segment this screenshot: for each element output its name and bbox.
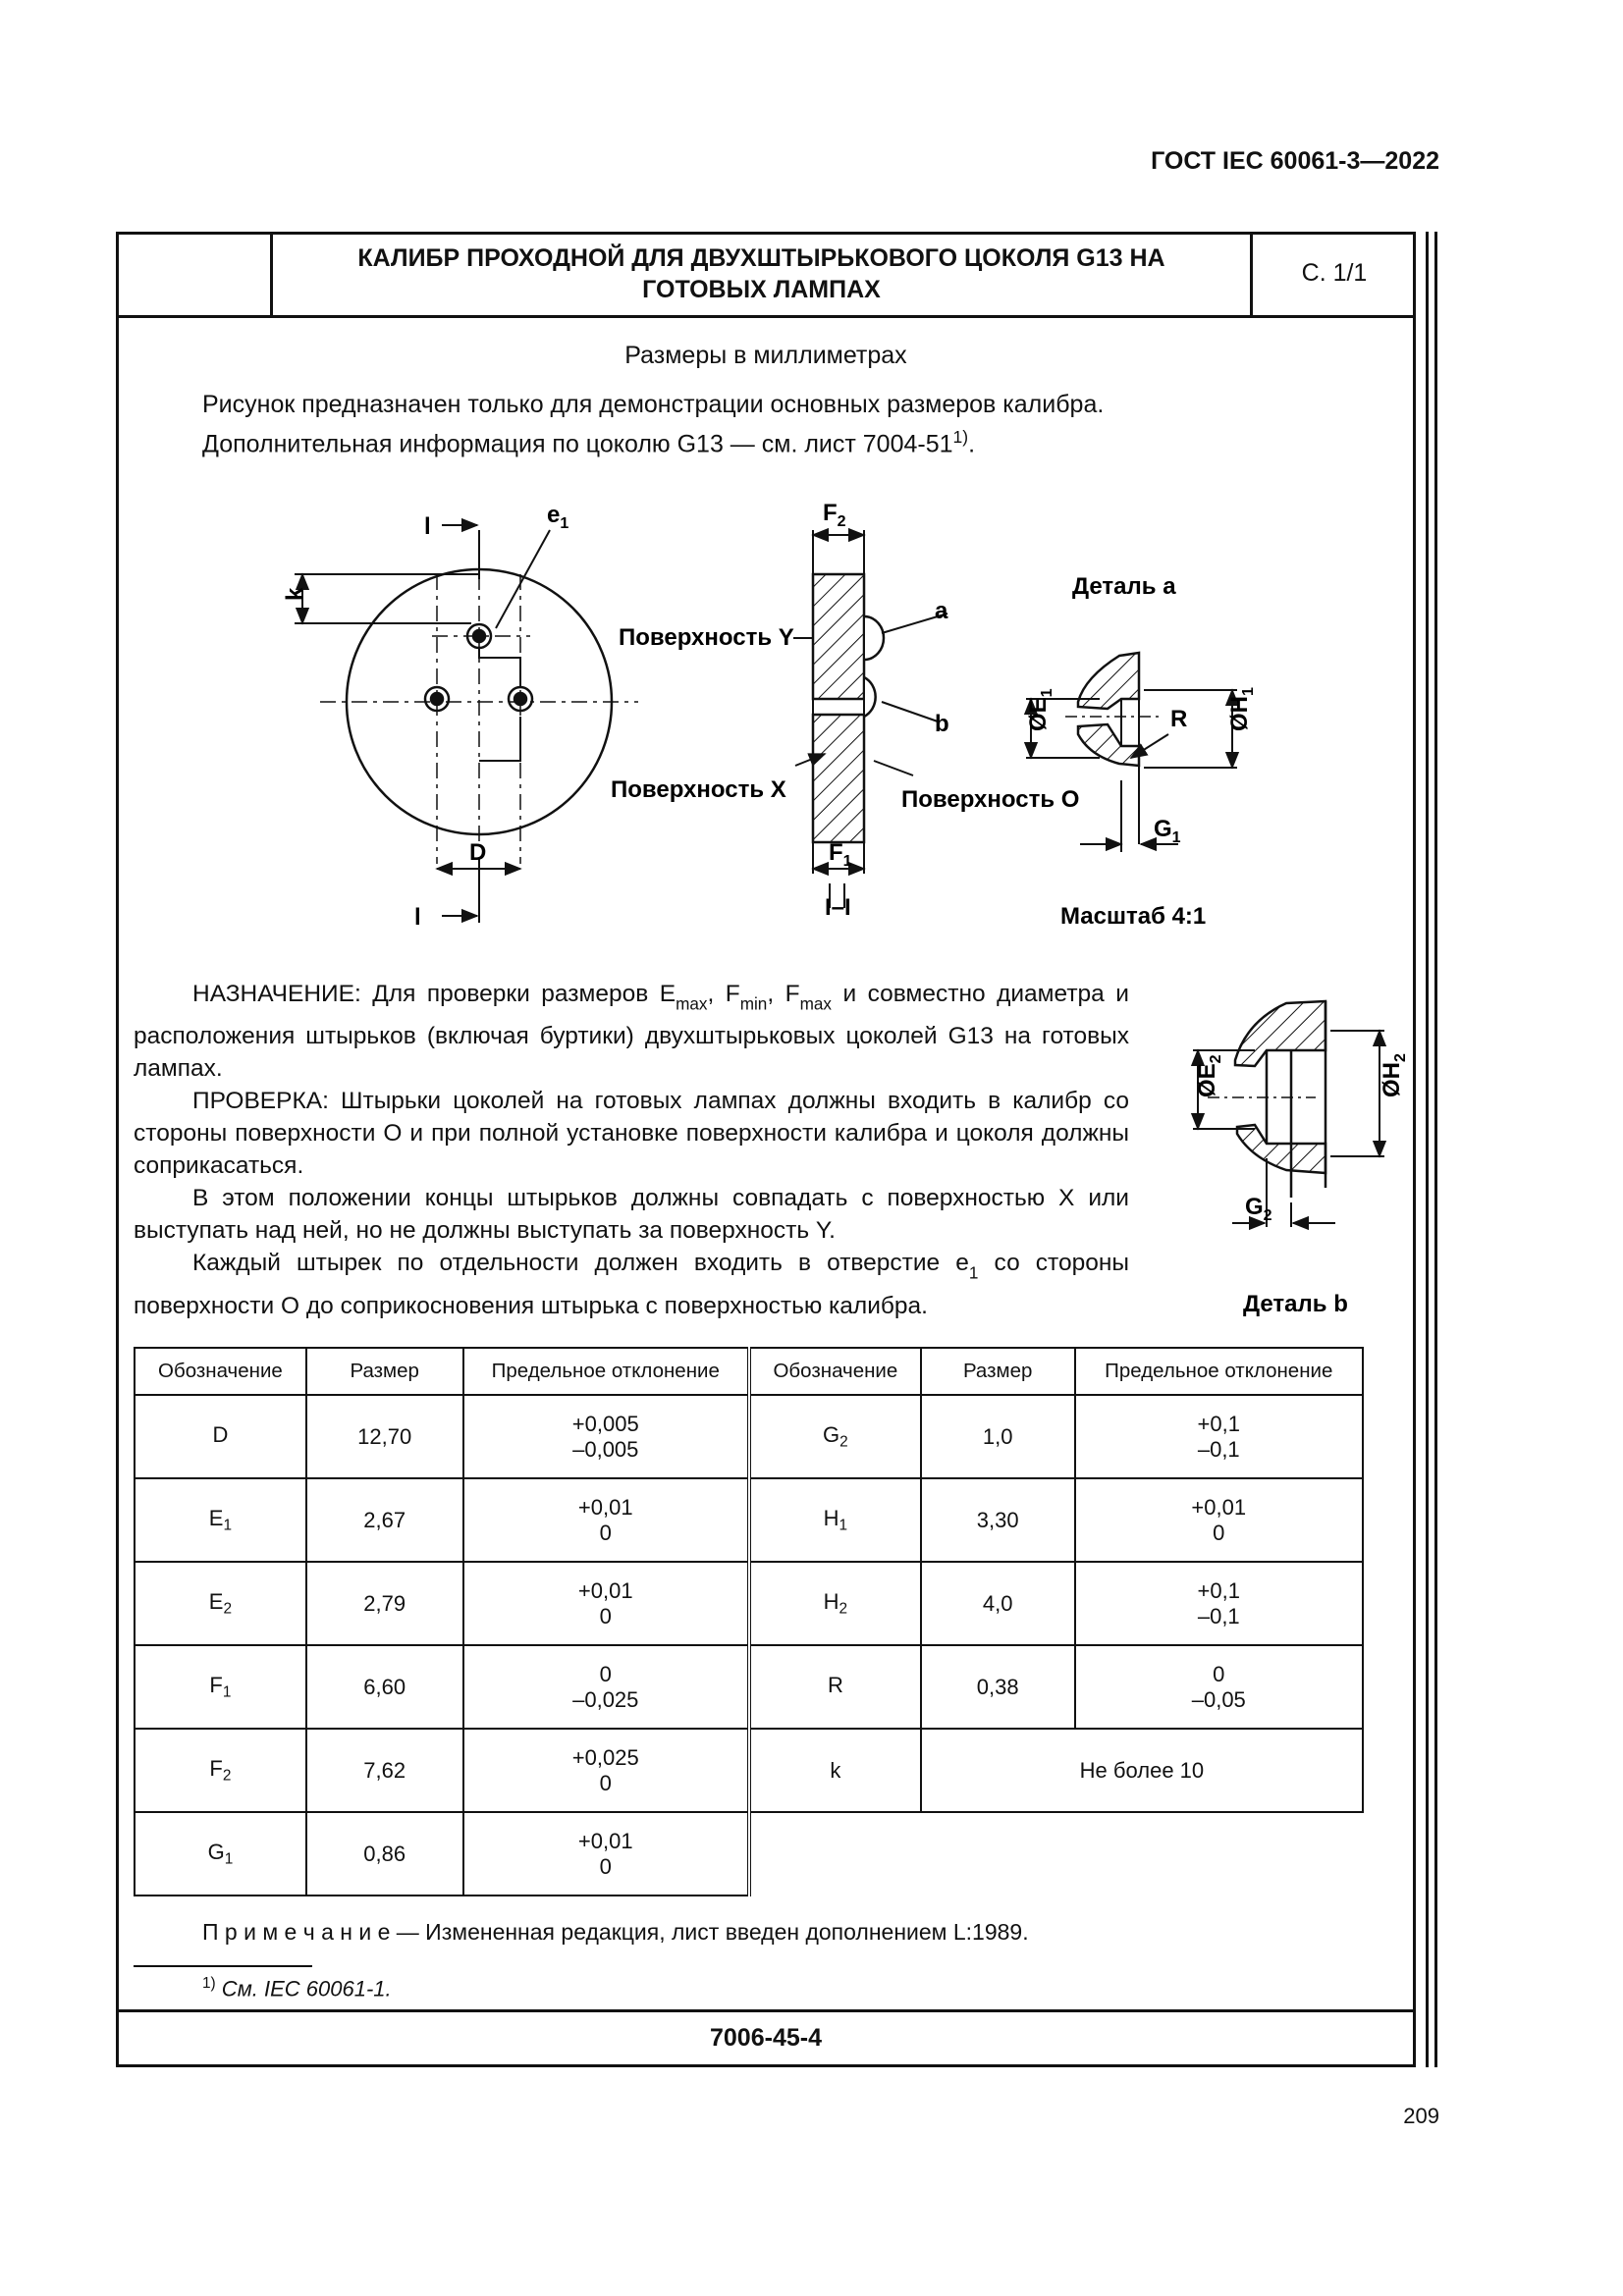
page-number: 209 [1403,2104,1439,2128]
size-cell: 1,0 [921,1395,1075,1478]
label-b: b [935,711,949,737]
symbol-cell: $H_1$ [749,1478,921,1562]
tolerance-cell: +0,01 0 [1075,1478,1363,1562]
gauge-drawing [0,0,1623,962]
detail-a-view [1026,653,1237,852]
label-k: k [282,587,308,601]
size-cell: 4,0 [921,1562,1075,1645]
tolerance-cell: +0,1 –0,1 [1075,1562,1363,1645]
column-header: Предельное отклонение [463,1348,749,1395]
symbol-cell: $F_1$ [135,1645,306,1729]
pin-paragraph: Каждый штырек по отдельности должен входить в отверстие $e_1$ со стороны поверхности О до соприкосновения штырька с поверхностью калибра. [134,1250,1129,1319]
label-d: D [469,839,487,866]
label-a: a [935,598,948,624]
tolerance-cell: +0,025 0 [463,1729,749,1812]
tolerance-cell: +0,1 –0,1 [1075,1395,1363,1478]
purpose-text [134,978,1129,1322]
scale-label: Масштаб 4:1 [1060,903,1207,930]
footnote [202,1975,392,2002]
tolerance-cell: +0,01 0 [463,1562,749,1645]
symbol-cell: $G_2$ [749,1395,921,1478]
tolerance-cell: 0 –0,025 [463,1645,749,1729]
label-h1: $ØH_1$ [1226,687,1257,731]
sheet-number: С. 1/1 [1301,259,1368,287]
table-header-row [135,1348,1363,1395]
size-cell: 6,60 [306,1645,463,1729]
size-cell: 3,30 [921,1478,1075,1562]
detail-a-title: Деталь a [1072,573,1176,600]
detail-b-drawing [1149,982,1409,1325]
sheet-code: 7006-45-4 [116,2009,1416,2064]
table-row [135,1729,1363,1812]
size-cell: 2,79 [306,1562,463,1645]
tolerance-cell: +0,01 0 [463,1478,749,1562]
tolerance-cell: +0,005 –0,005 [463,1395,749,1478]
detail-b-title: Деталь b [1243,1291,1348,1317]
label-l-bottom: l [414,904,421,931]
symbol-cell: $G_1$ [135,1812,306,1896]
column-header: Предельное отклонение [1075,1348,1363,1395]
label-surface-y: Поверхность Y [619,624,794,651]
note-text: — Измененная редакция, лист введен дополнением L:1989. [390,1919,1029,1945]
position-paragraph: В этом положении концы штырьков должны совпадать с поверхностью X или выступать над ней, но не должны выступать за поверхность Y. [134,1185,1129,1245]
table-row [135,1562,1363,1645]
size-cell: 12,70 [306,1395,463,1478]
empty-cell [749,1812,1363,1896]
size-cell: 0,86 [306,1812,463,1896]
symbol-cell: $H_2$ [749,1562,921,1645]
note-label: П р и м е ч а н и е [202,1919,391,1945]
label-surface-o: Поверхность О [901,786,1080,813]
label-f2: $F_2$ [823,500,846,530]
symbol-cell: $E_1$ [135,1478,306,1562]
label-g1: $G_1$ [1154,816,1181,846]
label-section: I–I [825,894,851,921]
label-r: R [1170,706,1188,732]
tolerance-cell: 0 –0,05 [1075,1645,1363,1729]
footnote-text: См. IEC 60061-1. [215,1976,392,2002]
column-header: Размер [921,1348,1075,1395]
footnote-rule [134,1965,312,1967]
dimension-table [134,1347,1364,1896]
label-f1: $F_1$ [829,839,852,870]
label-h2: $ØH_2$ [1379,1053,1409,1097]
symbol-cell: $E_2$ [135,1562,306,1645]
table-row [135,1645,1363,1729]
label-l-top: l [424,513,431,540]
label-e2-dia: $ØE_2$ [1194,1054,1224,1097]
standard-header: ГОСТ IEC 60061-3—2022 [1151,147,1439,175]
sheet-title: КАЛИБР ПРОХОДНОЙ ДЛЯ ДВУХШТЫРЬКОВОГО ЦОКОЛЯ G13 НА ГОТОВЫХ ЛАМПАХ [270,232,1253,315]
front-view [295,525,638,923]
label-e1: $e_1$ [547,502,569,532]
footnote-mark: 1) [202,1975,216,1992]
table-row [135,1395,1363,1478]
intro-line-2: Дополнительная информация по цоколю G13 — см. лист 7004-51$^{1)}$. [202,427,976,458]
symbol-cell: D [135,1395,306,1478]
table-row [135,1812,1363,1896]
symbol-cell: $F_2$ [135,1729,306,1812]
label-surface-x: Поверхность X [611,776,786,803]
purpose-paragraph: НАЗНАЧЕНИЕ: Для проверки размеров $E_{max}$, $F_{min}$, $F_{max}$ и совместно диаметра и расположения штырьков (включая буртики) двухштырьковых цоколей G13 на готовых лампах. [134,981,1129,1083]
units-note: Размеры в миллиметрах [624,342,907,369]
label-e1-dia: $ØE_1$ [1025,688,1055,731]
column-header: Обозначение [135,1348,306,1395]
size-cell: 0,38 [921,1645,1075,1729]
label-g2: $G_2$ [1245,1194,1272,1224]
tolerance-cell: +0,01 0 [463,1812,749,1896]
side-section [793,530,947,908]
symbol-cell: k [749,1729,921,1812]
table-row [135,1478,1363,1562]
column-header: Размер [306,1348,463,1395]
column-header: Обозначение [749,1348,921,1395]
merged-limit-cell: Не более 10 [921,1729,1363,1812]
intro-line-1: Рисунок предназначен только для демонстрации основных размеров калибра. [202,391,1105,418]
check-paragraph: ПРОВЕРКА: Штырьки цоколей на готовых лампах должны входить в калибр со стороны поверхности О и при полной установке поверхности калибра и цоколя должны соприкасаться. [134,1088,1129,1180]
note [202,1919,1029,1946]
symbol-cell: R [749,1645,921,1729]
size-cell: 7,62 [306,1729,463,1812]
size-cell: 2,67 [306,1478,463,1562]
